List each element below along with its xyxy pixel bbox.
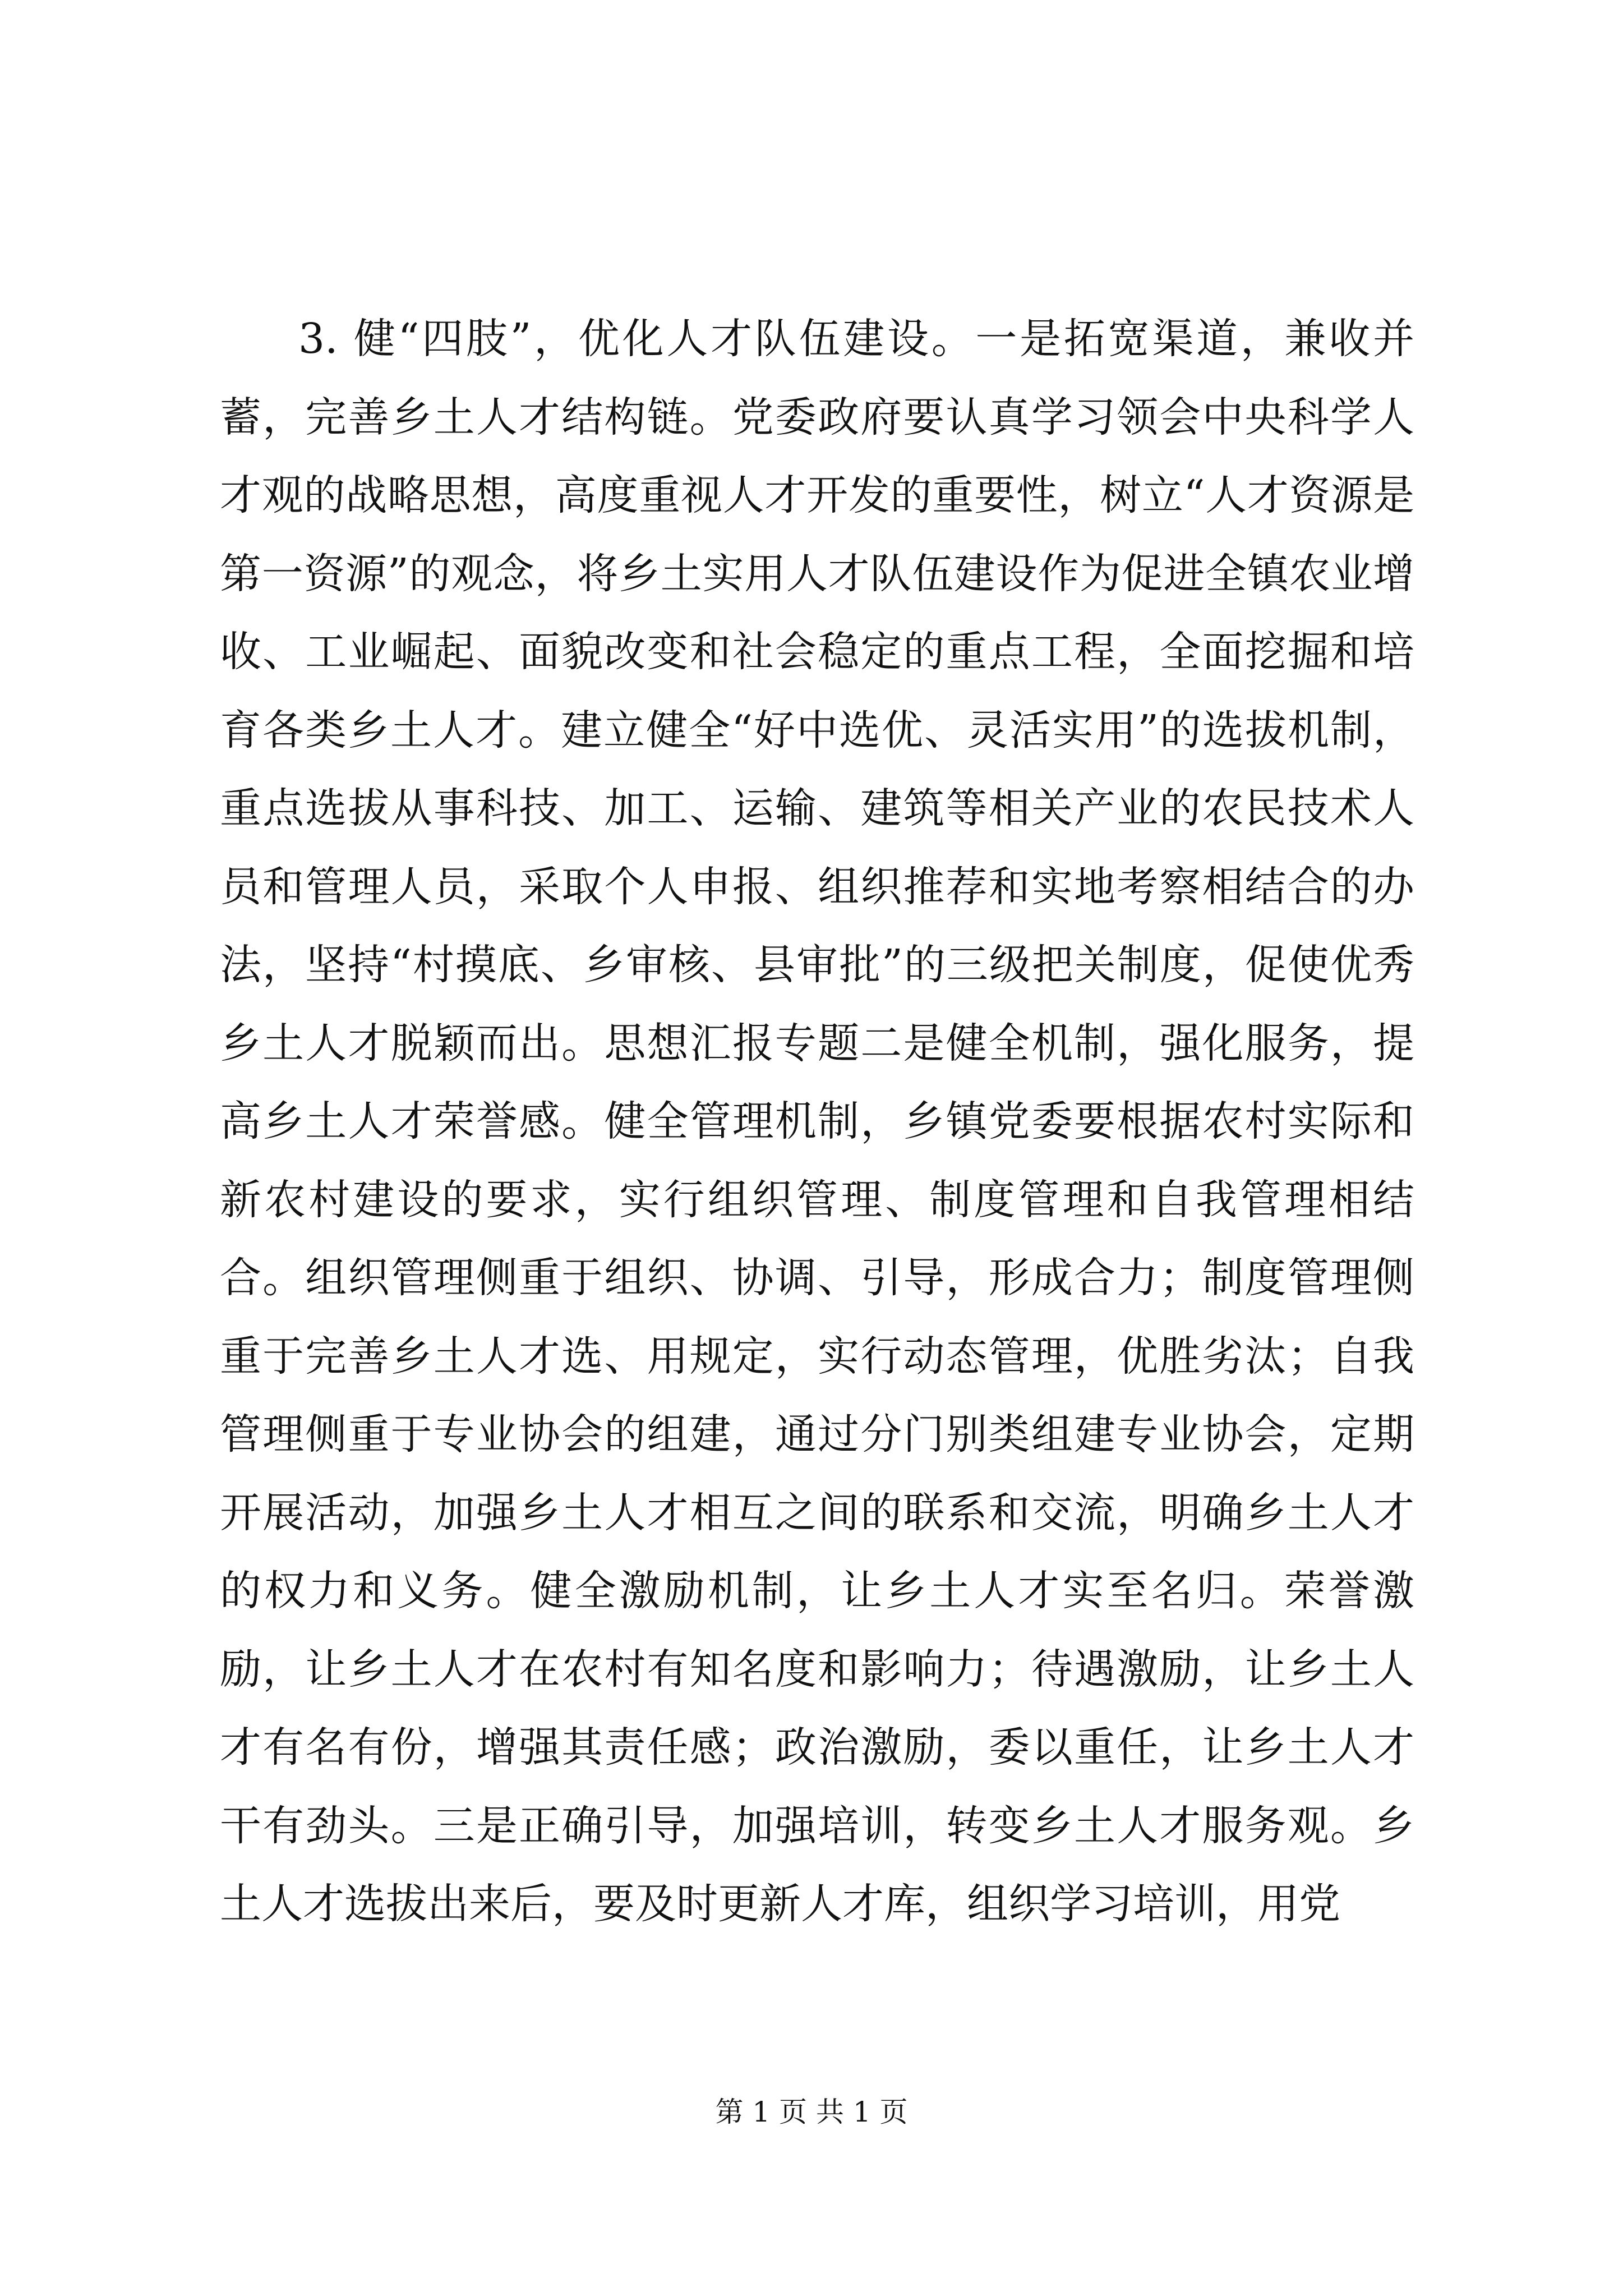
page-footer: 第 1 页 共 1 页: [715, 2096, 908, 2128]
body-paragraph: 3. 健“四肢”，优化人才队伍建设。一是拓宽渠道，兼收并蓄，完善乡土人才结构链。党委政府要认真学习领会中央科学人才观的战略思想，高度重视人才开发的重要性，树立“人才资源是第一资源”的观念，将乡土实用人才队伍建设作为促进全镇农业增收、工业崛起、面貌改变和社会稳定的重点工程，全面挖掘和培育各类乡土人才。建立健全“好中选优、灵活实用”的选拔机制，重点选拔从事科技、加工、运输、建筑等相关产业的农民技术人员和管理人员，采取个人申报、组织推荐和实地考察相结合的办法，坚持“村摸底、乡审核、县审批”的三级把关制度，促使优秀乡土人才脱颖而出。思想汇报专题二是健全机制，强化服务，提高乡土人才荣誉感。健全管理机制，乡镇党委要根据农村实际和新农村建设的要求，实行组织管理、制度管理和自我管理相结合。组织管理侧重于组织、协调、引导，形成合力；制度管理侧重于完善乡土人才选、用规定，实行动态管理，优胜劣汰；自我管理侧重于专业协会的组建，通过分门别类组建专业协会，定期开展活动，加强乡土人才相互之间的联系和交流，明确乡土人才的权力和义务。健全激励机制，让乡土人才实至名归。荣誉激励，让乡土人才在农村有知名度和影响力；待遇激励，让乡土人才有名有份，增强其责任感；政治激励，委以重任，让乡土人才干有劲头。三是正确引导，加强培训，转变乡土人才服务观。乡土人才选拔出来后，要及时更新人才库，组织学习培训，用党: [220, 315, 1414, 1928]
